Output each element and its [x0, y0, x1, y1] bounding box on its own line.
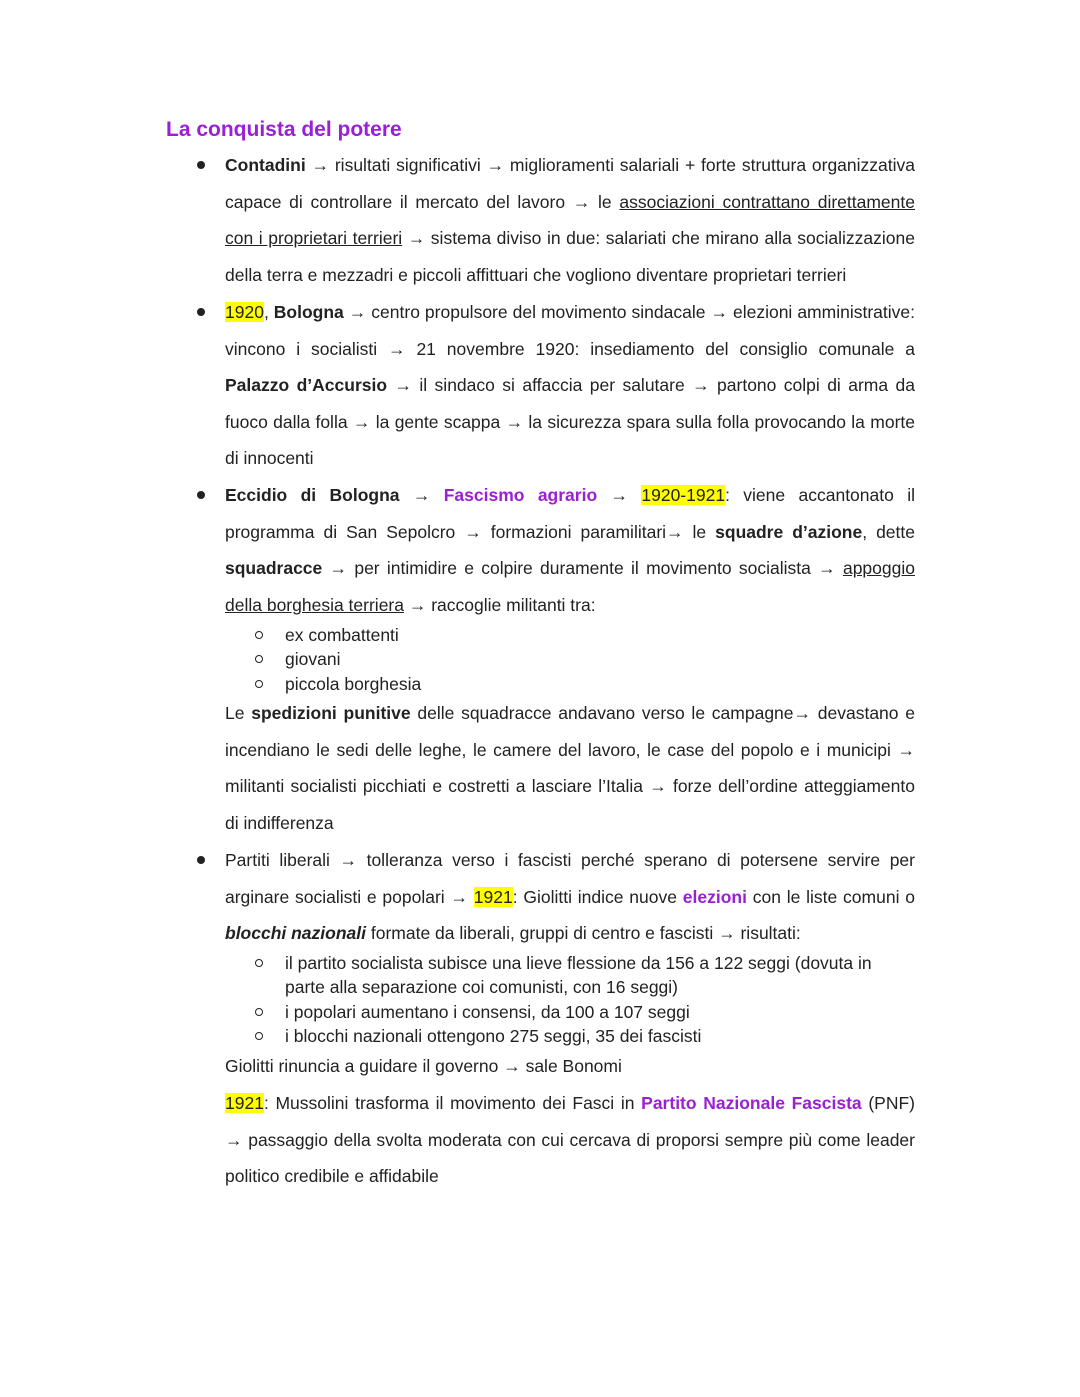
text: → per intimidire e colpire duramente il movimento socialista → [322, 558, 843, 579]
list-item-text: giovani [285, 649, 341, 670]
list-item-text: i popolari aumentano i consensi, da 100 a 107 seggi [285, 1001, 690, 1022]
circle-bullet-icon [255, 1032, 263, 1040]
text: : viene accantonato il programma di San Sepolcro → formazioni paramilitari→ le [225, 485, 915, 542]
text: → risultati significativi → miglioramenti salariali + forte struttura organizzativa capace di controllare il mercato del lavoro → le [225, 155, 915, 212]
text: : Giolitti indice nuove [512, 886, 683, 907]
text: → centro propulsore del movimento sindacale → elezioni amministrative: vincono i socialisti → 21 novembre 1920: insediamento del consiglio comunale a [225, 302, 915, 359]
term-fascismo-agrario: Fascismo agrario [443, 485, 598, 505]
paragraph-spedizioni [225, 695, 915, 841]
list-item [255, 951, 915, 1000]
bullet-eccidio [225, 477, 915, 623]
list-item [255, 1000, 915, 1024]
text: , [263, 302, 274, 322]
circle-bullet-icon [255, 631, 263, 639]
text: → raccoglie militanti tra: [404, 594, 596, 615]
section-title: La conquista del potere [166, 118, 402, 141]
text: (PNF) → passaggio della svolta moderata con cui cercava di proporsi sempre più come leader politico credibile e affidabile [225, 1093, 915, 1187]
term-palazzo: Palazzo d’Accursio [225, 375, 388, 396]
list-item [255, 647, 915, 671]
text: Giolitti rinuncia a guidare il governo → sale Bonomi [225, 1056, 622, 1076]
term-squadre: squadre d’azione [715, 521, 863, 542]
underlined-phrase: associazioni contrattano direttamente con i proprietari terrieri [225, 191, 915, 249]
list-item-text: ex combattenti [285, 625, 399, 645]
text: → sistema diviso in due: salariati che mirano alla socializzazione della terra e mezzadri e piccoli affittuari che vogliono diventare proprietari terrieri [225, 228, 915, 285]
term-elezioni: elezioni [682, 886, 747, 907]
list-item-text: i blocchi nazionali ottengono 275 seggi, 35 dei fascisti [285, 1026, 702, 1047]
paragraph-pnf [225, 1085, 915, 1195]
bullet-partiti-liberali [225, 842, 915, 952]
bullet-contadini [225, 147, 915, 293]
underlined-phrase: appoggio della borghesia terriera [225, 558, 915, 615]
text: → [399, 485, 444, 505]
text: Le [225, 703, 252, 723]
bullet-icon [197, 161, 205, 169]
term-bologna: Bologna [273, 302, 344, 322]
text: , dette [862, 521, 915, 542]
highlight-year: 1921 [225, 1093, 264, 1113]
term-eccidio: Eccidio di Bologna [225, 485, 400, 505]
list-item [255, 623, 915, 647]
bullet-icon [197, 491, 205, 499]
term-spedizioni: spedizioni punitive [251, 703, 411, 723]
sub-list-militanti [255, 623, 915, 696]
circle-bullet-icon [255, 1008, 263, 1016]
text: formate da liberali, gruppi di centro e fascisti → risultati: [366, 923, 801, 944]
bullet-icon [197, 308, 205, 316]
list-item [255, 1024, 915, 1048]
text: Partiti liberali → tolleranza verso i fascisti perché sperano di potersene servire per arginare socialisti e popolari → [225, 850, 915, 907]
term-squadracce: squadracce [225, 558, 323, 579]
text: con le liste comuni o [746, 886, 915, 907]
highlight-year: 1920 [225, 302, 264, 322]
text: delle squadracce andavano verso le campagne→ devastano e incendiano le sedi delle leghe, le camere del lavoro, le case del popolo e i municipi → militanti socialisti picchiati e costretti a lasciare l’Italia → forze dell’ordine atteggiamento di indifferenza [225, 703, 915, 833]
circle-bullet-icon [255, 959, 263, 967]
text: → [597, 485, 642, 505]
term-pnf: Partito Nazionale Fascista [641, 1093, 862, 1113]
term-contadini: Contadini [225, 155, 306, 175]
list-item-text: il partito socialista subisce una lieve flessione da 156 a 122 seggi (dovuta in parte alla separazione coi comunisti, con 16 seggi) [285, 953, 872, 998]
paragraph-giolitti [225, 1048, 915, 1085]
bullet-icon [197, 856, 205, 864]
list-item [255, 672, 915, 696]
bullet-bologna [225, 294, 915, 477]
circle-bullet-icon [255, 655, 263, 663]
list-item-text: piccola borghesia [285, 673, 422, 694]
term-blocchi-nazionali: blocchi nazionali [225, 923, 366, 944]
text: : Mussolini trasforma il movimento dei Fasci in [263, 1093, 642, 1113]
sub-list-risultati [255, 951, 915, 1049]
highlight-years: 1920-1921 [641, 485, 726, 505]
text: → il sindaco si affaccia per salutare → partono colpi di arma da fuoco dalla folla → la gente scappa → la sicurezza spara sulla folla provocando la morte di innocenti [225, 375, 915, 469]
circle-bullet-icon [255, 680, 263, 688]
highlight-year: 1921 [473, 886, 513, 907]
